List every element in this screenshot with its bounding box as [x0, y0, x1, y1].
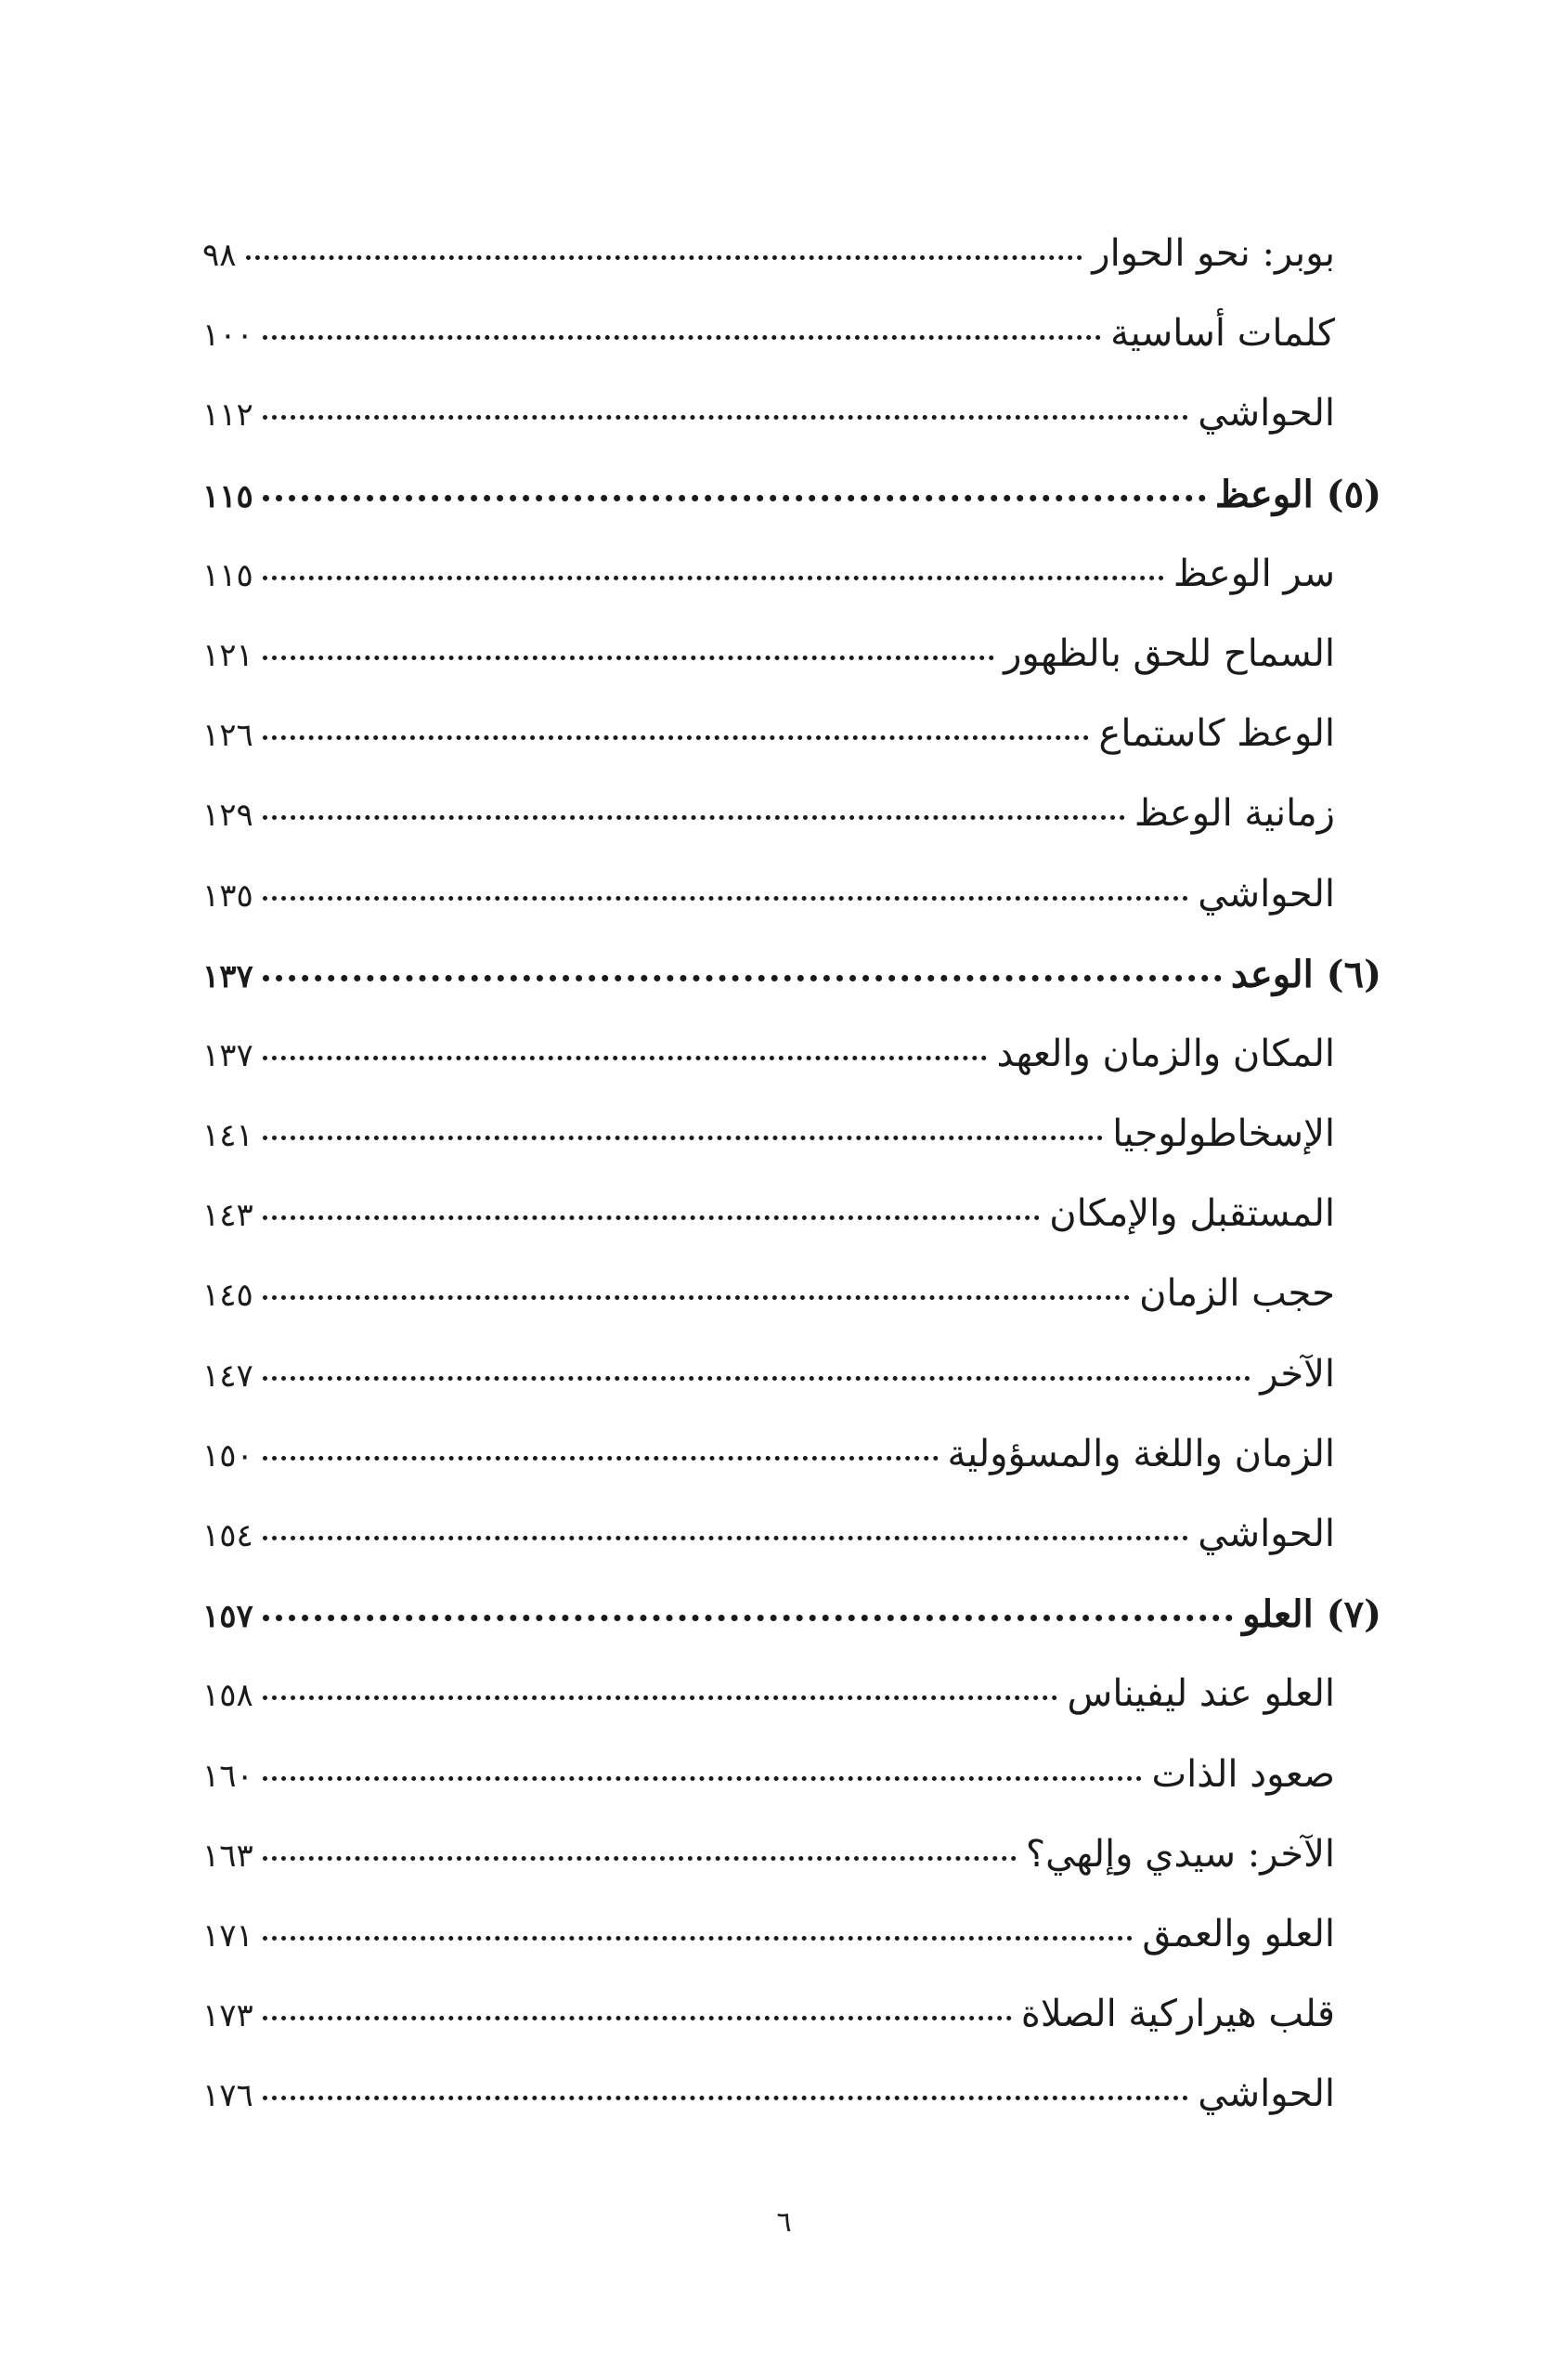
toc-entry-title: الحواشي [1198, 1513, 1335, 1555]
dot-leader [263, 1615, 1233, 1621]
toc-entry-page: ١٥٨ [202, 1677, 253, 1715]
toc-entry-page: ١٤٧ [202, 1357, 253, 1395]
toc-section-entry [202, 1096, 1381, 1176]
toc-entry-page: ١٣٧ [202, 957, 253, 995]
toc-entry-title: الوعظ كاستماع [1098, 712, 1335, 756]
toc-entry-page: ١١٥ [202, 477, 253, 515]
toc-section-entry [202, 215, 1381, 295]
toc-entry-title: السماح للحق بالظهور [1004, 631, 1335, 675]
toc-entry-page: ١٧٣ [202, 1997, 253, 2035]
toc-section-entry [202, 1496, 1381, 1576]
toc-entry-title: الآخر [1260, 1352, 1335, 1396]
toc-section-entry [202, 856, 1381, 936]
toc-entry-title: (٥) الوعظ [1214, 472, 1381, 516]
toc-entry-title: المكان والزمان والعهد [996, 1032, 1335, 1075]
toc-entry-title: صعود الذات [1151, 1752, 1335, 1796]
toc-entry-page: ٩٨ [202, 237, 237, 274]
toc-chapter-entry [202, 456, 1381, 536]
dot-leader [263, 815, 1125, 820]
dot-leader [246, 255, 1083, 260]
toc-entry-title: بوبر: نحو الحوار [1092, 232, 1335, 275]
toc-section-entry [202, 295, 1381, 375]
dot-leader [263, 576, 1164, 580]
toc-chapter-entry [202, 936, 1381, 1016]
toc-entry-title: الإسخاطولوجيا [1112, 1112, 1335, 1156]
toc-entry-page: ١١٢ [202, 396, 253, 435]
dot-leader [263, 415, 1188, 420]
toc-section-entry [202, 1976, 1381, 2056]
toc-entry-page: ١٥٠ [202, 1436, 253, 1474]
dot-leader [263, 1295, 1130, 1300]
dot-leader [263, 975, 1222, 981]
dot-leader [263, 495, 1206, 501]
dot-leader [263, 1536, 1188, 1540]
toc-section-entry [202, 536, 1381, 616]
dot-leader [263, 1456, 939, 1461]
toc-entry-title: الزمان واللغة والمسؤولية [947, 1432, 1335, 1475]
toc-entry-page: ١٧١ [202, 1916, 253, 1955]
toc-entry-title: (٧) العلو [1242, 1592, 1381, 1637]
toc-section-entry [202, 1656, 1381, 1735]
dot-leader [263, 1136, 1103, 1140]
toc-entry-page: ١٤٥ [202, 1277, 253, 1315]
toc-entry-title: سر الوعظ [1173, 552, 1335, 595]
dot-leader [263, 656, 994, 660]
toc-entry-page: ١٥٧ [202, 1598, 253, 1636]
dot-leader [263, 2016, 1012, 2020]
toc-entry-title: زمانية الوعظ [1134, 792, 1335, 836]
toc-entry-page: ١٢١ [202, 636, 253, 674]
toc-entry-title: العلو عند ليفيناس [1067, 1672, 1335, 1716]
toc-entry-title: المستقبل والإمكان [1049, 1192, 1335, 1236]
dot-leader [263, 1376, 1251, 1381]
toc-entry-title: الحواشي [1198, 2072, 1335, 2116]
dot-leader [263, 1776, 1143, 1781]
toc-entry-title: الآخر: سيدي وإلهي؟ [1025, 1832, 1335, 1876]
toc-section-entry [202, 1816, 1381, 1896]
toc-entry-title: (٦) الوعد [1230, 952, 1381, 996]
toc-section-entry [202, 1176, 1381, 1255]
dot-leader [263, 335, 1101, 340]
dot-leader [263, 1936, 1134, 1941]
toc-entry-title: العلو والعمق [1142, 1912, 1335, 1955]
toc-entry-page: ١٣٥ [202, 877, 253, 915]
toc-entry-page: ١٠٠ [202, 317, 253, 355]
toc-section-entry [202, 1416, 1381, 1496]
toc-entry-page: ١٥٤ [202, 1517, 253, 1554]
toc-entry-title: الحواشي [1198, 392, 1335, 435]
toc-entry-page: ١٤٣ [202, 1197, 253, 1235]
toc-entry-page: ١٤١ [202, 1117, 253, 1155]
toc-section-entry [202, 775, 1381, 855]
table-of-contents [202, 215, 1381, 2137]
toc-section-entry [202, 2056, 1381, 2136]
toc-entry-page: ١٢٩ [202, 797, 253, 835]
toc-section-entry [202, 1255, 1381, 1335]
toc-entry-page: ١٦٣ [202, 1837, 253, 1875]
toc-entry-title: كلمات أساسية [1110, 312, 1335, 356]
dot-leader [263, 1856, 1017, 1861]
toc-section-entry [202, 375, 1381, 455]
toc-section-entry [202, 1336, 1381, 1416]
dot-leader [263, 2096, 1188, 2100]
toc-entry-page: ١٣٧ [202, 1036, 253, 1074]
toc-section-entry [202, 695, 1381, 775]
dot-leader [263, 896, 1188, 901]
dot-leader [263, 1215, 1040, 1220]
toc-chapter-entry [202, 1576, 1381, 1656]
toc-entry-page: ١٢٦ [202, 717, 253, 755]
toc-section-entry [202, 616, 1381, 695]
toc-entry-title: الحواشي [1198, 872, 1335, 916]
toc-section-entry [202, 1896, 1381, 1976]
page-number: ٦ [776, 2206, 792, 2239]
toc-entry-title: حجب الزمان [1139, 1272, 1335, 1316]
dot-leader [263, 1695, 1058, 1700]
toc-section-entry [202, 1736, 1381, 1816]
toc-entry-page: ١١٥ [202, 556, 253, 594]
toc-entry-page: ١٦٠ [202, 1757, 253, 1795]
toc-section-entry [202, 1016, 1381, 1096]
toc-entry-page: ١٧٦ [202, 2077, 253, 2115]
toc-entry-title: قلب هيراركية الصلاة [1020, 1993, 1335, 2036]
dot-leader [263, 735, 1090, 740]
dot-leader [263, 1056, 988, 1060]
